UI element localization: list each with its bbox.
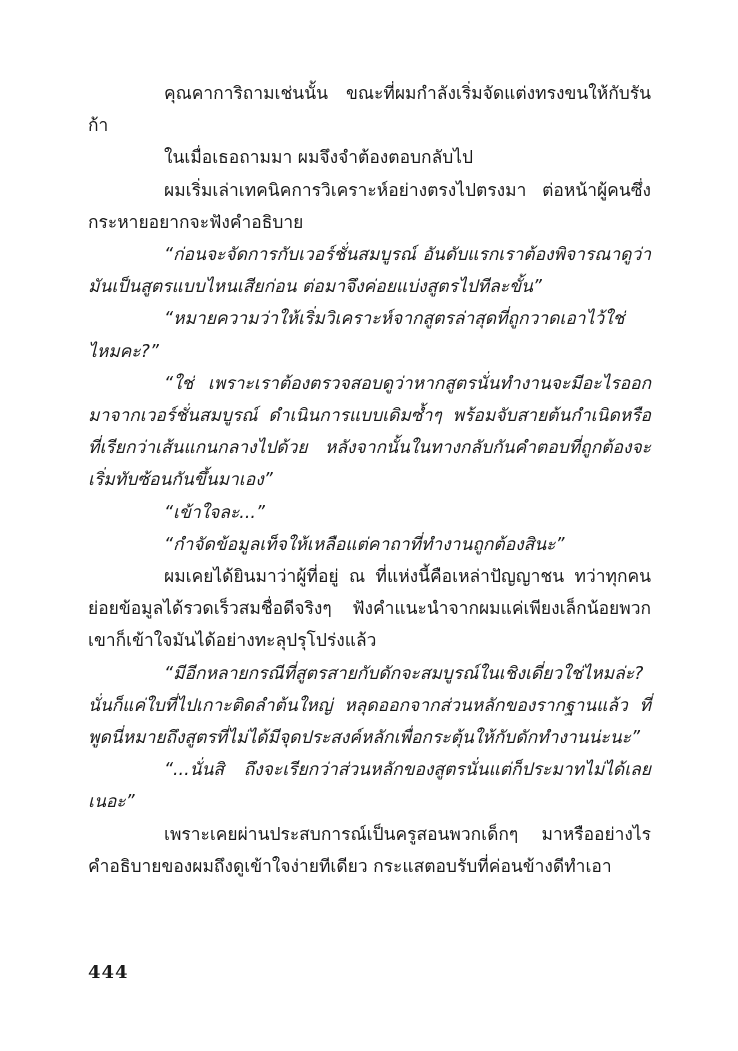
dialog-paragraph: “ก่อนจะจัดการกับเวอร์ชั่นสมบูรณ์ อันดับแรกเราต้องพิจารณาดูว่ามันเป็นสูตรแบบไหนเสียก่อน ต่อมาจึงค่อยแบ่งสูตรไปทีละขั้น”	[88, 245, 651, 298]
dialog-paragraph: “หมายความว่าให้เริ่มวิเคราะห์จากสูตรล่าสุดที่ถูกวาดเอาไว้ใช่ไหมคะ?”	[88, 309, 625, 362]
paragraph: คุณคาการิถามเช่นนั้น ขณะที่ผมกำลังเริ่มจัดแต่งทรงขนให้กับรันก้า	[88, 84, 651, 137]
paragraph: ผมเคยได้ยินมาว่าผู้ที่อยู่ ณ ที่แห่งนี้คือเหล่าปัญญาชน ทว่าทุกคนย่อยข้อมูลได้รวดเร็วสมชื่อดีจริงๆ ฟังคำแนะนำจากผมแค่เพียงเล็กน้อยพวกเขาก็เข้าใจมันได้อย่างทะลุปรุโปร่งแล้ว	[88, 567, 651, 652]
paragraph: ผมเริ่มเล่าเทคนิคการวิเคราะห์อย่างตรงไปตรงมา ต่อหน้าผู้คนซึ่งกระหายอยากจะฟังคำอธิบาย	[88, 180, 651, 233]
page-number: 444	[88, 962, 129, 983]
body-text	[88, 78, 651, 883]
paragraph: เพราะเคยผ่านประสบการณ์เป็นครูสอนพวกเด็กๆ มาหรืออย่างไรคำอธิบายของผมถึงดูเข้าใจง่ายทีเดียว กระแสตอบรับที่ค่อนข้างดีทำเอา	[88, 824, 651, 877]
dialog-paragraph: “กำจัดข้อมูลเท็จให้เหลือแต่คาถาที่ทำงานถูกต้องสินะ”	[164, 534, 565, 555]
dialog-paragraph: “...นั่นสิ ถึงจะเรียกว่าส่วนหลักของสูตรนั่นแต่ก็ประมาทไม่ได้เลยเนอะ”	[88, 760, 651, 813]
dialog-paragraph: “มีอีกหลายกรณีที่สูตรสายกับดักจะสมบูรณ์ในเชิงเดี่ยวใช่ไหมล่ะ? นั่นก็แค่ใบที่ไปเกาะติดลำต้นใหญ่ หลุดออกจากส่วนหลักของรากฐานแล้ว ที่พูดนี่หมายถึงสูตรที่ไม่ได้มีจุดประสงค์หลักเพื่อกระตุ้นให้กับดักทำงานน่ะนะ”	[88, 663, 651, 749]
dialog-paragraph: “ใช่ เพราะเราต้องตรวจสอบดูว่าหากสูตรนั่นทำงานจะมีอะไรออกมาจากเวอร์ชั่นสมบูรณ์ ดำเนินการแบบเดิมซ้ำๆ พร้อมจับสายต้นกำเนิดหรือที่เรียกว่าเส้นแกนกลางไปด้วย หลังจากนั้นในทางกลับกันคำตอบที่ถูกต้องจะเริ่มทับซ้อนกันขึ้นมาเอง”	[88, 373, 651, 491]
dialog-paragraph: “เข้าใจละ...”	[164, 502, 265, 523]
paragraph: ในเมื่อเธอถามมา ผมจึงจำต้องตอบกลับไป	[164, 148, 474, 169]
